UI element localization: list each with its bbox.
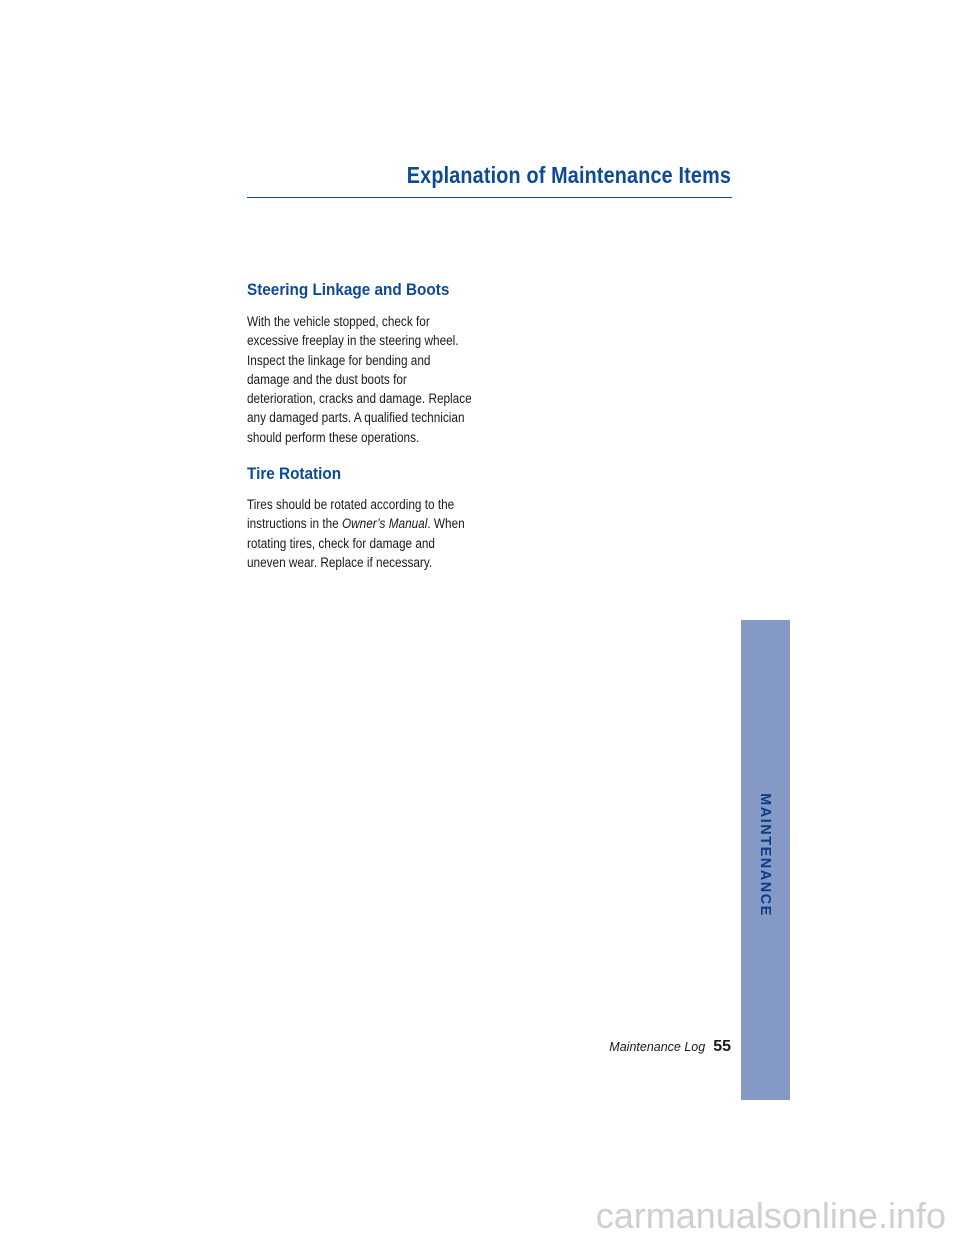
body-line [247, 514, 463, 533]
watermark: carmanualsonline.info [595, 1195, 946, 1236]
section-tab-label: MAINTENANCE [757, 793, 773, 917]
body-line: excessive freeplay in the steering wheel. [247, 333, 459, 349]
body-text: . When [427, 516, 465, 532]
body-line: uneven wear. Replace if necessary. [247, 554, 433, 570]
section-heading-tire-rotation: Tire Rotation [247, 464, 342, 484]
footer-label: Maintenance Log [609, 1040, 706, 1054]
body-line: any damaged parts. A qualified technician [247, 410, 465, 426]
section-heading-steering-linkage: Steering Linkage and Boots [247, 280, 450, 299]
page-number: 55 [713, 1038, 731, 1055]
page-title: Explanation of Maintenance Items [406, 162, 731, 188]
section-body-tire-rotation [247, 495, 492, 572]
body-line: rotating tires, check for damage and [247, 535, 435, 551]
body-line: damage and the dust boots for [247, 371, 407, 387]
section-body-steering-linkage [247, 312, 492, 447]
page-footer [609, 1038, 731, 1056]
body-line: Tires should be rotated according to the [247, 497, 455, 513]
body-text: instructions in the [247, 516, 342, 532]
manual-reference: Owner’s Manual [341, 516, 428, 532]
title-divider [247, 197, 732, 198]
body-line: should perform these operations. [247, 429, 420, 445]
body-line: Inspect the linkage for bending and [247, 352, 431, 368]
section-tab[interactable] [741, 620, 790, 1100]
main-content [247, 280, 492, 572]
body-line: deterioration, cracks and damage. Replace [247, 391, 472, 407]
body-line: With the vehicle stopped, check for [247, 314, 430, 329]
